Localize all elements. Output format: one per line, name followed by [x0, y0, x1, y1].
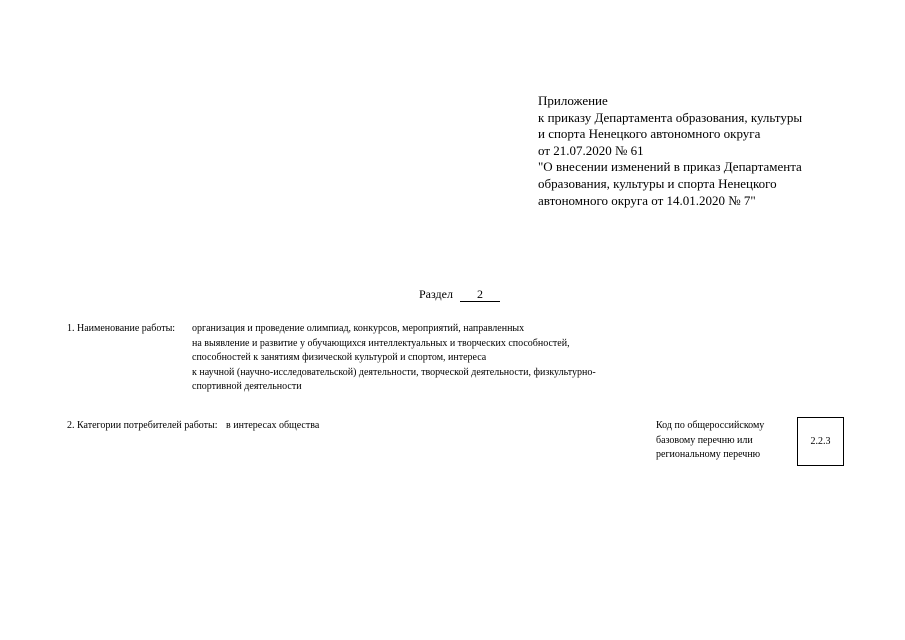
work-name-line: организация и проведение олимпиад, конкурсов, мероприятий, направленных — [192, 323, 525, 334]
code-box — [797, 417, 844, 466]
code-label-line: региональному перечню — [656, 449, 761, 460]
section-label: Раздел — [419, 287, 453, 301]
consumers-value: в интересах общества — [226, 420, 320, 431]
work-name-label: 1. Наименование работы: — [67, 323, 176, 334]
code-value: 2.2.3 — [810, 436, 831, 447]
appendix-line: образования, культуры и спорта Ненецкого — [538, 175, 777, 191]
appendix-line: к приказу Департамента образования, культуры — [538, 109, 803, 125]
appendix-line: Приложение — [538, 93, 608, 108]
appendix-header — [538, 93, 802, 209]
appendix-line: "О внесении изменений в приказ Департамента — [538, 159, 802, 175]
section-number: 2 — [460, 288, 500, 302]
code-label — [656, 419, 764, 463]
work-name-line: способностей к занятиям физической культурой и спортом, интереса — [192, 352, 487, 363]
work-name-line: к научной (научно-исследовательской) деятельности, творческой деятельности, физкультурно- — [192, 366, 596, 378]
appendix-line: и спорта Ненецкого автономного округа — [538, 126, 761, 142]
work-name-line: на выявление и развитие у обучающихся интеллектуальных и творческих способностей, — [192, 337, 570, 349]
work-name-value — [192, 322, 596, 395]
appendix-line: от 21.07.2020 № 61 — [538, 142, 644, 158]
section-heading — [419, 286, 500, 302]
code-label-line: базовому перечню или — [656, 434, 753, 446]
consumers-row — [67, 419, 319, 433]
code-label-line: Код по общероссийскому — [656, 420, 765, 431]
consumers-label: 2. Категории потребителей работы: — [67, 420, 218, 431]
work-name-line: спортивной деятельности — [192, 381, 302, 392]
appendix-line: автономного округа от 14.01.2020 № 7" — [538, 192, 756, 208]
